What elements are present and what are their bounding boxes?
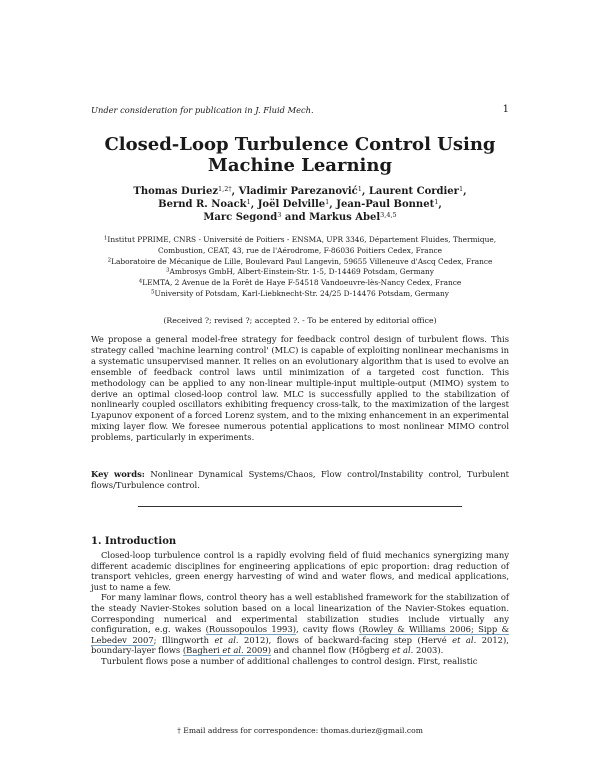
author-affil-sup: 3,4,5 bbox=[380, 211, 397, 220]
footnote: † Email address for correspondence: thomas.duriez@gmail.com bbox=[177, 726, 423, 735]
author-affil-sup: 1,2 bbox=[218, 185, 229, 193]
keywords-text: Nonlinear Dynamical Systems/Chaos, Flow control/Instability control, Turbulent flows/Turbulence control. bbox=[91, 469, 509, 490]
citation-link-roussopoulos[interactable]: (Roussopoulos 1993) bbox=[205, 624, 296, 635]
citation-link-rowley-sipp[interactable]: (Rowley & Williams 2006; Sipp & Lebedev 2007 bbox=[91, 624, 509, 645]
citation-link-bagheri[interactable] bbox=[183, 645, 271, 656]
journal-note: Under consideration for publication in J. Fluid Mech. bbox=[91, 105, 314, 115]
affiliation-number: 5 bbox=[151, 289, 155, 296]
paragraph: Turbulent flows pose a number of additional challenges to control design. First, realistic bbox=[101, 655, 478, 666]
et-al: et al. bbox=[452, 634, 477, 645]
affiliation-text: LEMTA, 2 Avenue de la Forêt de Haye F-54518 Vandoeuvre-lès-Nancy Cedex, France bbox=[142, 278, 462, 288]
paragraph-text: ; Illingworth bbox=[153, 634, 210, 645]
affiliation-item bbox=[91, 278, 509, 289]
paper-title bbox=[91, 134, 509, 176]
affiliation-number: 2 bbox=[107, 257, 112, 264]
et-al: et al. bbox=[214, 634, 239, 645]
author-affil-sup: 1 bbox=[246, 198, 251, 207]
paragraph-text: 2003). bbox=[416, 645, 444, 656]
section-heading: 1. Introduction bbox=[91, 536, 177, 547]
author-affil-sup: 1 bbox=[325, 198, 330, 207]
section-divider bbox=[138, 506, 462, 507]
paragraph-text: and channel flow (Högberg bbox=[273, 645, 390, 656]
abstract: We propose a general model-free strategy for feedback control design of turbulent flows. This strategy called 'machine learning control' (MLC) is capable of exploiting nonlinear mechanisms in a systematic unsupervised manner. It relies on an evolutionary algorithm that is used to evolve an ensemble of feedback control laws until minimization of a targeted cost function. This methodology can be applied to any non-linear multiple-input multiple-output (MIMO) system to derive an optimal closed-loop control law. MLC is successfully applied to the stabilization of nonlinearly coupled oscillators exhibiting frequency cross-talk, to the maximization of the largest Lyapunov exponent of a forced Lorenz system, and to the mixing enhancement in an experimental mixing layer flow. We foresee numerous potential applications to most nonlinear MIMO control problems, particularly in experiments. bbox=[91, 334, 509, 443]
affiliation-number: 1 bbox=[103, 235, 108, 242]
author-name: Joël Delville bbox=[257, 199, 326, 211]
author-separator: , bbox=[231, 186, 239, 197]
affiliation-text: Institut PPRIME, CNRS - Université de Poitiers - ENSMA, UPR 3346, Département Fluides, Thermique, Combustion, CEAT, 43, rue de l'Aérodrome, F-86036 Poitiers Cedex, France bbox=[107, 235, 497, 255]
author-separator: , bbox=[463, 186, 467, 197]
author-name: Jean-Paul Bonnet bbox=[336, 199, 435, 211]
author-name: Thomas Duriez bbox=[133, 186, 219, 197]
keywords bbox=[91, 469, 509, 491]
author-separator: , bbox=[250, 199, 258, 211]
paper-title-line-2: Machine Learning bbox=[207, 155, 393, 176]
author-affil-sup: 1 bbox=[357, 185, 362, 193]
author-name: Markus Abel bbox=[309, 212, 381, 224]
paragraph-text: , cavity flows bbox=[295, 624, 355, 635]
author-separator: , bbox=[329, 199, 337, 211]
author-separator: , bbox=[361, 186, 369, 197]
received-dates: (Received ?; revised ?; accepted ?. - To be entered by editorial office) bbox=[163, 316, 437, 325]
affiliation-list bbox=[91, 235, 509, 300]
affiliation-item bbox=[91, 289, 509, 300]
affiliation-text: Laboratoire de Mécanique de Lille, Boulevard Paul Langevin, 59655 Villeneuve d'Ascq Cedex, France bbox=[111, 256, 493, 266]
author-list bbox=[91, 185, 509, 225]
author-name: Marc Segond bbox=[203, 212, 278, 224]
paragraph-text: 2012), flows of backward-facing step (Hervé bbox=[244, 634, 447, 645]
affiliation-item bbox=[91, 235, 509, 257]
keywords-label: Key words: bbox=[91, 469, 145, 479]
author-separator: , bbox=[438, 199, 442, 211]
author-separator: and bbox=[281, 212, 310, 224]
running-head bbox=[91, 105, 509, 119]
paragraph-text: For many laminar flows, control theory has a well established framework for the stabilization of the steady Navier-Stokes solution based on a local linearization of the Navier-Stokes equation. Corresponding numerical and experimental stabilization studies include virtually any configuration, e.g. wakes bbox=[91, 592, 509, 635]
author-affil-sup: 3 bbox=[277, 211, 282, 220]
author-name: Vladimir Parezanović bbox=[238, 186, 358, 197]
author-footnote-mark: † bbox=[228, 185, 232, 193]
et-al: et al. bbox=[222, 645, 244, 656]
author-affil-sup: 1 bbox=[458, 185, 464, 193]
paragraph: Closed-loop turbulence control is a rapidly evolving field of fluid mechanics synergizing many different academic disciplines for engineering applications of epic proportion: drag reduction of transport vehicles, green energy harvesting of wind and water flows, and medical applications, just to name a few. bbox=[91, 550, 509, 592]
paper-title-line-1: Closed-Loop Turbulence Control Using bbox=[104, 134, 496, 155]
paragraph-text: 2012), boundary-layer flows bbox=[91, 634, 509, 656]
author-affil-sup: 1 bbox=[434, 198, 439, 207]
body-text bbox=[91, 550, 509, 667]
et-al: et al. bbox=[392, 645, 414, 656]
author-name: Bernd R. Noack bbox=[158, 199, 247, 211]
citation-text: 2009) bbox=[246, 645, 271, 656]
citation-text: (Bagheri bbox=[182, 645, 220, 656]
affiliation-text: Ambrosys GmbH, Albert-Einstein-Str. 1-5, D-14469 Potsdam, Germany bbox=[169, 267, 434, 277]
affiliation-item bbox=[91, 257, 509, 268]
page-number: 1 bbox=[502, 104, 509, 115]
author-name: Laurent Cordier bbox=[368, 186, 459, 197]
affiliation-number: 3 bbox=[166, 267, 170, 274]
affiliation-number: 4 bbox=[138, 278, 143, 285]
paragraph bbox=[91, 592, 509, 656]
affiliation-text: University of Potsdam, Karl-Liebknecht-Str. 24/25 D-14476 Potsdam, Germany bbox=[154, 288, 449, 298]
affiliation-item bbox=[91, 267, 509, 278]
